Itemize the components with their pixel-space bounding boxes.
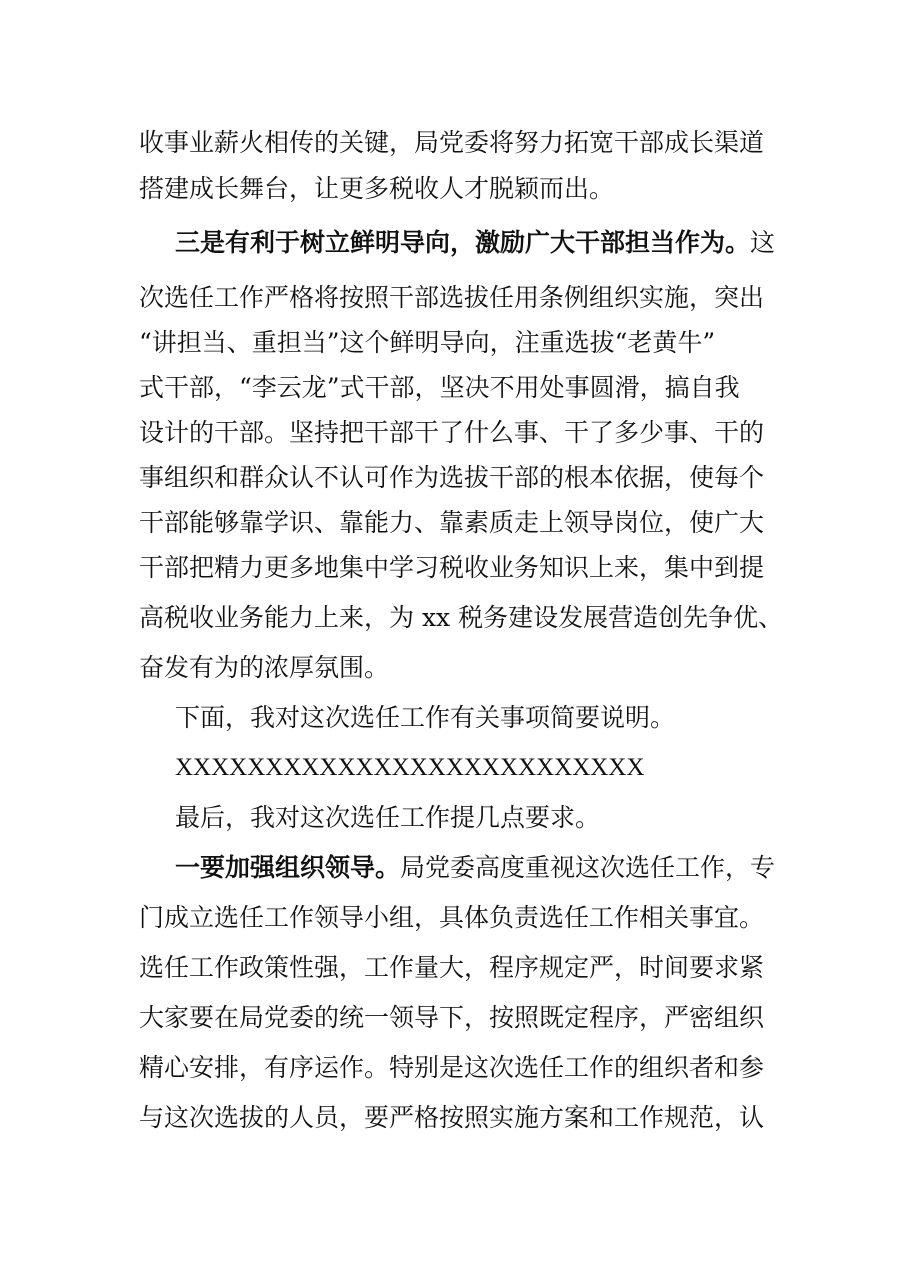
body-text: 这 bbox=[750, 228, 776, 257]
body-text-line: 大家要在局党委的统一领导下，按照既定程序，严密组织 bbox=[139, 1003, 765, 1032]
paragraph-first-line bbox=[175, 228, 775, 258]
body-text-line: 奋发有为的浓厚氛围。 bbox=[139, 653, 390, 682]
body-text-line: 搭建成长舞台，让更多税收人才脱颖而出。 bbox=[139, 174, 615, 203]
placeholder-text-line: XXXXXXXXXXXXXXXXXXXXXXXXXX bbox=[175, 754, 645, 781]
body-text-line: 干部把精力更多地集中学习税收业务知识上来，集中到提 bbox=[139, 553, 765, 582]
body-text-line: 最后，我对这次选任工作提几点要求。 bbox=[175, 803, 601, 832]
body-text-line: 选任工作政策性强，工作量大，程序规定严，时间要求紧 bbox=[139, 953, 765, 982]
body-text-line: 与这次选拔的人员，要严格按照实施方案和工作规范，认 bbox=[139, 1103, 765, 1132]
body-text-line: 干部能够靠学识、靠能力、靠素质走上领导岗位，使广大 bbox=[139, 508, 765, 537]
bold-lead-heading: 一要加强组织领导。 bbox=[175, 853, 401, 882]
body-text-line: 次选任工作严格将按照干部选拔任用条例组织实施，突出 bbox=[139, 283, 765, 312]
paragraph-first-line bbox=[175, 853, 775, 883]
body-text: 局党委高度重视这次选任工作，专 bbox=[400, 853, 776, 882]
bold-lead-heading: 三是有利于树立鲜明导向，激励广大干部担当作为。 bbox=[175, 228, 751, 257]
body-text-line: 式干部，“李云龙”式干部，坚决不用处事圆滑，搞自我 bbox=[139, 373, 740, 402]
body-text-line: “讲担当、重担当”这个鲜明导向，注重选拔“老黄牛” bbox=[139, 328, 716, 357]
body-text-line: 下面，我对这次选任工作有关事项简要说明。 bbox=[175, 703, 676, 732]
body-text-line: 设计的干部。坚持把干部干了什么事、干了多少事、干的 bbox=[139, 418, 765, 447]
body-text-line: 收事业薪火相传的关键，局党委将努力拓宽干部成长渠道 bbox=[139, 128, 765, 157]
body-text-line: 高税收业务能力上来，为 xx 税务建设发展营造创先争优、 bbox=[139, 603, 784, 632]
body-text-line: 事组织和群众认不认可作为选拔干部的根本依据，使每个 bbox=[139, 463, 765, 492]
body-text-line: 精心安排，有序运作。特别是这次选任工作的组织者和参 bbox=[139, 1053, 765, 1082]
body-text-line: 门成立选任工作领导小组，具体负责选任工作相关事宜。 bbox=[139, 903, 765, 932]
